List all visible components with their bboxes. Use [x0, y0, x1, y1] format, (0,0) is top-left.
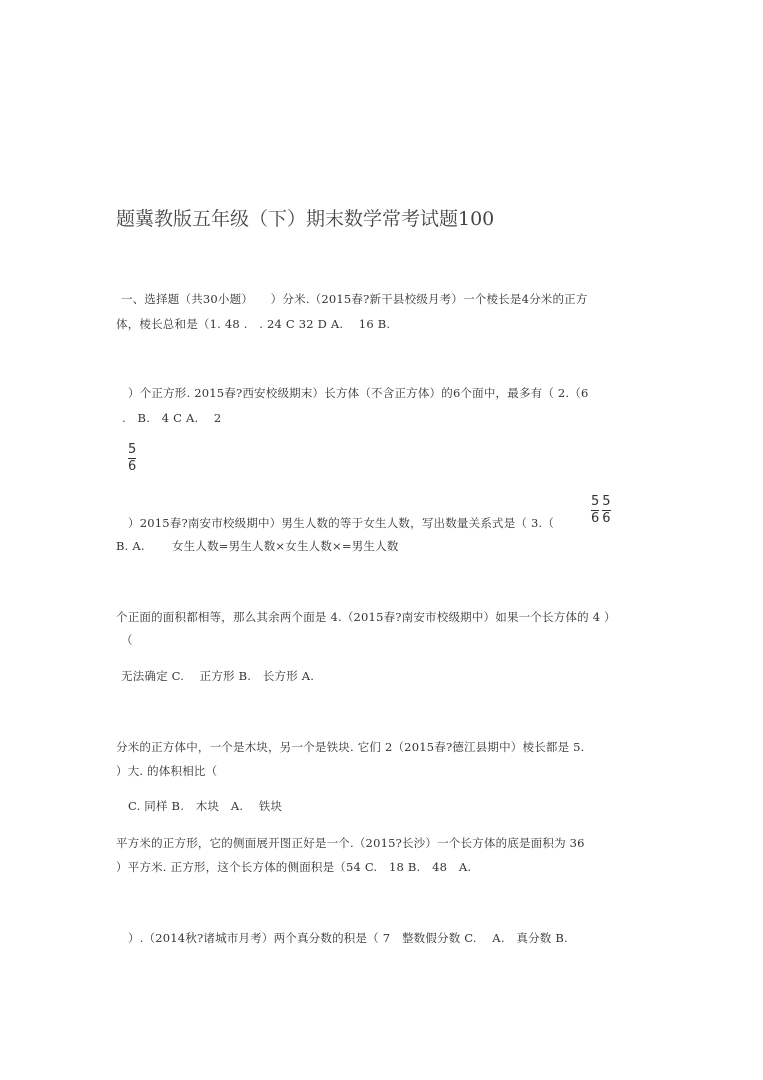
question-5-line-1: 分米的正方体中，一个是木块，另一个是铁块. 它们 2（2015春?德江县期中）棱长都是 5. — [116, 740, 585, 754]
question-2-line-2: . B. 4 C A. 2 — [122, 411, 222, 425]
question-4-line-2: （ — [121, 633, 133, 647]
question-7-line-1: ）.（2014秋?诸城市月考）两个真分数的积是（ 7 整数假分数 C. A. 真分数 B. — [128, 931, 568, 945]
question-6-line-2: ）平方米. 正方形，这个长方体的侧面积是（54 C. 18 B. 48 A. — [116, 860, 472, 874]
question-1-line-1: 一、选择题（共30小题） ）分米.（2015春?新干县校级月考）一个棱长是4分米的正方 — [121, 292, 588, 306]
question-1-line-2: 体，棱长总和是（1. 48 . . 24 C 32 D A. 16 B. — [116, 317, 391, 331]
fraction-pair — [591, 495, 611, 526]
fraction-numerator: 5 — [591, 494, 600, 509]
fraction-numerator: 5 — [128, 442, 137, 457]
question-6-line-1: 平方米的正方形，它的侧面展开图正好是一个.（2015?长沙）一个长方体的底是面积为 36 — [116, 836, 585, 850]
question-2-line-1: ）个正方形. 2015春?西安校级期末）长方体（不含正方体）的6个面中，最多有（ 2.（6 — [128, 386, 589, 400]
fraction-denominator: 6 — [128, 459, 137, 474]
fraction-denominator: 6 — [602, 511, 611, 526]
fraction-numerator: 5 — [602, 494, 611, 509]
question-4-line-1: 个正面的面积都相等，那么其余两个面是 4.（2015春?南安市校级期中）如果一个长方体的 4 ） — [116, 610, 616, 624]
fraction-denominator: 6 — [591, 511, 600, 526]
question-3-line-2: B. A. 女生人数=男生人数×女生人数×=男生人数 — [116, 539, 399, 553]
document-title: 题冀教版五年级（下）期末数学常考试题100 — [116, 208, 495, 230]
question-4-options: 无法确定 C. 正方形 B. 长方形 A. — [121, 669, 315, 683]
question-5-options: C. 同样 B. 木块 A. 铁块 — [128, 799, 283, 813]
fraction-five-sixths — [128, 443, 136, 474]
fraction-five-sixths-b — [602, 495, 610, 526]
question-3-line-1: ）2015春?南安市校级期中）男生人数的等于女生人数，写出数量关系式是（ 3.（ — [128, 516, 555, 530]
question-5-line-2: ）大. 的体积相比（ — [116, 764, 218, 778]
fraction-five-sixths-a — [591, 495, 599, 526]
